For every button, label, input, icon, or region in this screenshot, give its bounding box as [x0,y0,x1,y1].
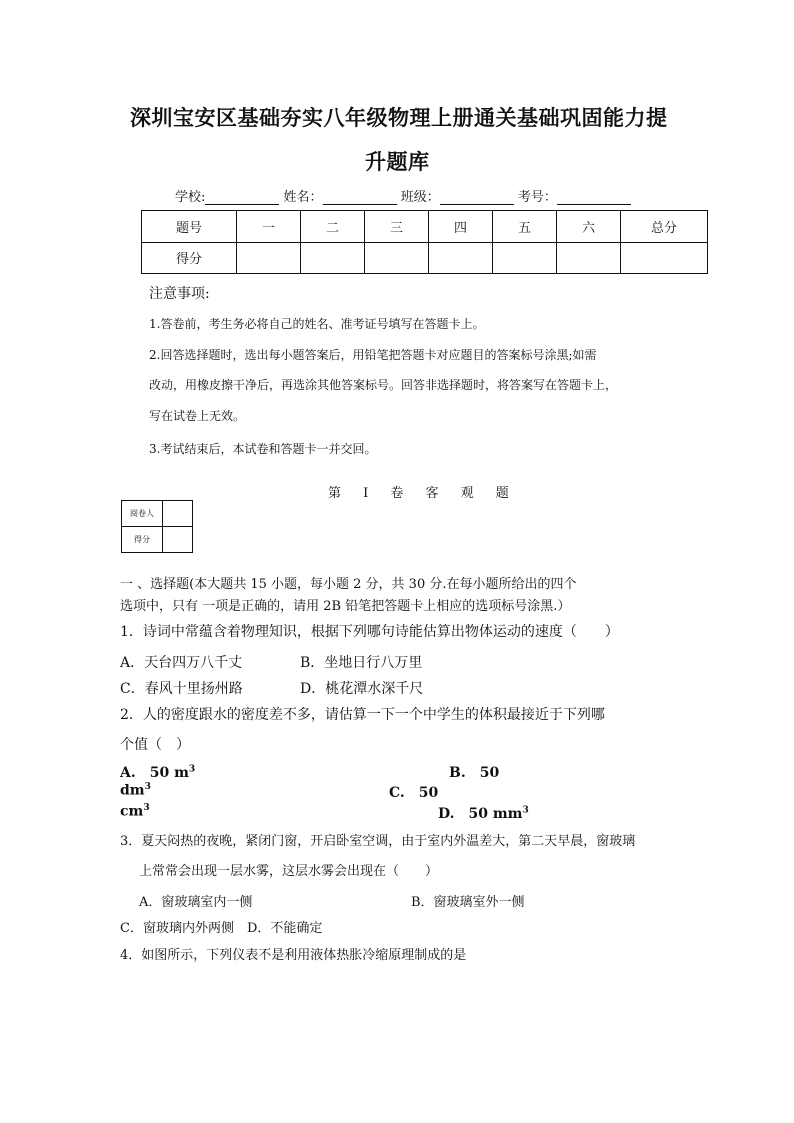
grader-label: 阅卷人 [122,501,163,527]
score-row-label: 得分 [142,242,237,274]
q2-option-b: B. 50 [449,765,500,781]
class-blank[interactable] [440,190,514,205]
score-table-header-row [142,211,708,243]
exam-no-label: 考号： [517,190,557,205]
note-item: 3.考试结束后，本试卷和答题卡一并交回。 [149,442,377,456]
note-item: 2.回答选择题时，选出每小题答案后，用铅笔把答题卡对应题目的答案标号涂黑;如需 [149,348,597,362]
part1-instructions-line-1: 一 、选择题(本大题共 15 小题，每小题 2 分，共 30 分.在每小题所给出的四个 [120,577,577,592]
school-label: 学校: [175,190,206,205]
score-header-cell: 总分 [621,211,708,243]
score-cell[interactable] [237,242,301,274]
score-cell[interactable] [365,242,429,274]
q4-stem: 4．如图所示，下列仪表不是利用液体热胀冷缩原理制成的是 [120,948,467,963]
grader-score-cell[interactable] [163,527,193,553]
note-item: 改动，用橡皮擦干净后，再选涂其他答案标号。回答非选择题时，将答案写在答题卡上， [149,378,618,392]
q1-option-a: A．天台四万八千丈 [120,655,243,671]
q2-option-c-unit: $cm^3$ [120,803,150,820]
score-cell[interactable] [557,242,621,274]
exam-no-blank[interactable] [557,190,631,205]
score-cell[interactable] [301,242,365,274]
q3-option-b: B．窗玻璃室外一侧 [411,895,525,910]
q2-option-c: C. 50 [389,785,439,801]
grader-score-label: 得分 [122,527,163,553]
q2-stem-line-2: 个值（ ） [120,737,190,753]
q1-option-b: B．坐地日行八万里 [300,655,423,671]
q2-option-b-unit: $dm^3$ [120,782,151,799]
q2-stem-line-1: 2．人的密度跟水的密度差不多，请估算一下一个中学生的体积最接近于下列哪 [120,707,605,723]
score-header-cell: 五 [493,211,557,243]
q1-stem: 1．诗词中常蕴含着物理知识，根据下列哪句诗能估算出物体运动的速度（ ） [120,624,619,640]
q1-option-c: C．春风十里扬州路 [120,681,243,697]
grader-cell[interactable] [163,501,193,527]
score-cell[interactable] [493,242,557,274]
score-header-cell: 二 [301,211,365,243]
title-line-1: 深圳宝安区基础夯实八年级物理上册通关基础巩固能力提 [130,106,668,130]
score-header-cell: 四 [429,211,493,243]
grader-table [121,500,193,553]
score-cell[interactable] [429,242,493,274]
score-table-score-row [142,242,708,274]
q2-option-d: D. 50 $mm^3$ [438,805,529,822]
q1-option-d: D．桃花潭水深千尺 [300,681,424,697]
score-cell[interactable] [621,242,708,274]
school-blank[interactable] [205,190,279,205]
part1-instructions-line-2: 选项中，只有 一项是正确的，请用 2B 铅笔把答题卡上相应的选项标号涂黑.） [120,599,571,614]
q3-option-a: A．窗玻璃室内一侧 [139,895,253,910]
score-header-cell: 一 [237,211,301,243]
note-item: 写在试卷上无效。 [149,409,246,423]
q3-option-cd: C．窗玻璃内外两侧 D．不能确定 [120,921,323,936]
q3-stem-line-1: 3．夏天闷热的夜晚，紧闭门窗，开启卧室空调，由于室内外温差大，第二天早晨，窗玻璃 [120,834,636,849]
q3-stem-line-2: 上常常会出现一层水雾，这层水雾会出现在（ ） [139,864,439,879]
title-line-2: 升题库 [365,150,430,174]
section-title: 第 I 卷 客 观 题 [328,486,518,501]
name-label: 姓名： [283,190,323,205]
q2-option-a: A. 50 $m^3$ [120,764,196,781]
class-label: 班级： [400,190,440,205]
name-blank[interactable] [323,190,397,205]
score-header-cell: 题号 [142,211,237,243]
note-item: 1.答卷前，考生务必将自己的姓名、准考证号填写在答题卡上。 [149,317,485,331]
score-header-cell: 六 [557,211,621,243]
score-table [141,210,708,274]
notes-heading: 注意事项: [149,286,210,302]
student-info-line [175,186,631,205]
score-header-cell: 三 [365,211,429,243]
